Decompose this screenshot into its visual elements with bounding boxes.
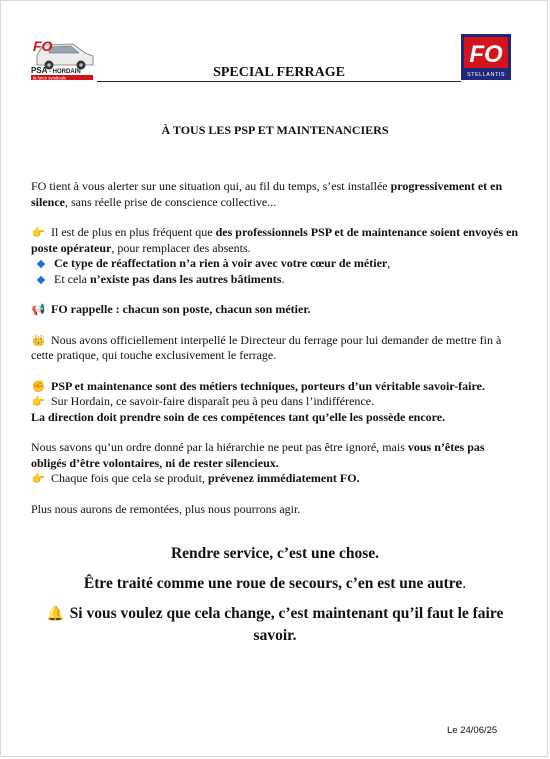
management-text: La direction doit prendre soin de ces compétences tant qu’elle les possède encore. (31, 409, 446, 424)
pointing-hand-icon: 👉 (31, 472, 46, 485)
intro-emphasis: progressivement et en silence (31, 179, 503, 209)
para2-text: Il est de plus en plus fréquent que (51, 225, 216, 239)
crown-icon: 👑 (31, 333, 46, 347)
svg-text:STELLANTIS: STELLANTIS (466, 72, 506, 78)
paragraph-alert-fo (31, 471, 519, 487)
closing-line-3-text: Si vous voulez que cela change, c’est maintenant qu’il faut le faire savoir. (69, 605, 504, 644)
hordain-text: Sur Hordain, ce savoir-faire disparaît peu à peu dans l’indifférence. (51, 394, 375, 408)
intro-text: FO tient à vous alerter sur une situation qui, au fil du temps, s’est installée (31, 179, 391, 193)
hierarchy-text: Nous savons qu’un ordre donné par la hiérarchie ne peut pas être ignoré, mais (31, 440, 408, 454)
alert-emphasis: prévenez immédiatement FO. (207, 471, 360, 485)
fist-icon: ✊ (31, 379, 46, 393)
page-title: SPECIAL FERRAGE (97, 65, 461, 82)
closing-line-2-punct: . (462, 575, 467, 592)
section-heading: À TOUS LES PSP ET MAINTENANCIERS (161, 123, 389, 137)
pointing-hand-icon: 👉 (31, 226, 46, 239)
fo-psa-hordain-logo (29, 35, 97, 81)
paragraph-reassignment (31, 225, 519, 256)
paragraph-skills (31, 379, 519, 395)
megaphone-icon: 📢 (31, 303, 46, 316)
diamond-bullet-icon (37, 275, 45, 283)
fo-reminder-text: FO rappelle : chacun son poste, chacun son métier. (51, 302, 311, 316)
svg-text:PSA: PSA (31, 66, 48, 75)
paragraph-fo-reminder (31, 302, 519, 318)
closing-line-1: Rendre service, c’est une chose. (170, 545, 380, 562)
diamond-bullet-icon (37, 260, 45, 268)
intro-text-end: , sans réelle prise de conscience collective... (65, 194, 277, 209)
closing-line-2-text: Être traité comme une roue de secours, c’en est une autre (83, 575, 463, 592)
pointing-hand-icon: 👉 (31, 395, 46, 408)
paragraph-hierarchy (31, 440, 519, 471)
document-date: Le 24/06/25 (447, 725, 498, 736)
para2-emphasis: des professionnels PSP et de maintenance soient envoyés en poste opérateur (31, 225, 519, 255)
bullet-punct: , (387, 256, 391, 270)
bullet-punct: . (281, 271, 285, 286)
closing-line-2 (1, 573, 549, 595)
fo-stellantis-logo (461, 34, 511, 80)
director-text: Nous avons officiellement interpellé le Directeur du ferrage pour lui demander de mettre fin à cette pratique, qui touche exclusivement le ferrage. (31, 332, 502, 362)
list-item (31, 256, 519, 272)
svg-text:FO: FO (33, 38, 53, 54)
svg-text:la force syndicale: la force syndicale (33, 75, 67, 81)
paragraph-hordain (31, 394, 519, 410)
svg-text:- HORDAIN: - HORDAIN (49, 69, 81, 75)
bullet-emphasis: n’existe pas dans les autres bâtiments (89, 271, 282, 286)
closing-line-3 (1, 603, 549, 647)
skills-emphasis: PSP et maintenance sont des métiers techniques, porteurs d’un véritable savoir-faire. (51, 378, 485, 393)
alert-text: Chaque fois que cela se produit, (51, 471, 208, 485)
para2-text-end: , pour remplacer des absents. (111, 240, 251, 255)
hierarchy-emphasis: vous n’êtes pas obligés d’être volontaires, ni de rester silencieux. (31, 440, 485, 470)
bullet-text: Et cela (54, 271, 90, 286)
bullet-text: Ce type de réaffectation n’a rien à voir avec votre cœur de métier (54, 256, 388, 270)
list-item (31, 272, 519, 288)
paragraph-management (31, 410, 519, 426)
intro-paragraph (31, 179, 519, 210)
closing-statements (1, 543, 549, 647)
letter-body (31, 179, 519, 517)
paragraph-feedback: Plus nous aurons de remontées, plus nous pourrons agir. (31, 501, 301, 516)
svg-text:FO: FO (469, 41, 503, 68)
paragraph-director (31, 333, 519, 364)
bell-icon: 🔔 (46, 606, 65, 622)
